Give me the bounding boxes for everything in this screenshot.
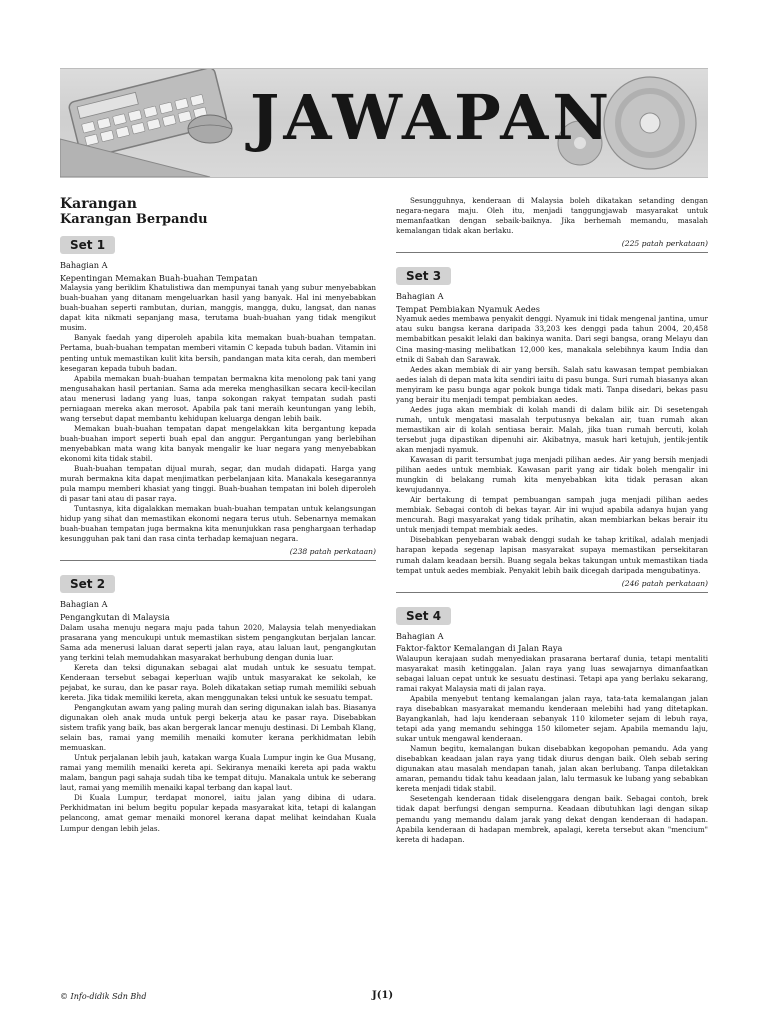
set-1-paragraph-4: Memakan buah-buahan tempatan dapat mengelakkan kita bergantung kepada buah-buahan import seperti buah epal dan anggur. Pergantungan yang berlebihan menyebabkan mata wang kita banyak mengalir ke luar negara yang menyebabkan ekonomi kita tidak stabil. — [60, 423, 376, 463]
copyright-footer: © Info-didik Sdn Bhd — [60, 992, 147, 1001]
set-3-tab: Set 3 — [396, 267, 451, 285]
set-2-paragraph-6: Sesungguhnya, kenderaan di Malaysia boleh dikatakan setanding dengan negara-negara maju. Oleh itu, menjadi tanggungjawab masyarakat untuk memanfaatkan dengan sebaik-baiknya. Jika berhemah memandu, masalah kemalangan tidak akan berlaku. — [396, 196, 708, 236]
set-1-title: Kepentingan Memakan Buah-buahan Tempatan — [60, 272, 258, 283]
set-4-paragraph-3: Namun begitu, kemalangan bukan disebabkan kegopohan pemandu. Ada yang disebabkan keadaan jalan raya yang tidak diurus dengan baik. Oleh sebab sering digunakan atau masalah mendapan tanah, jalan akan berlubang. Tanpa diletakkan amaran, pemandu tidak tahu keadaan jalan, lalu termasuk ke lubang yang sebabkan kereta menjadi tidak stabil. — [396, 744, 708, 794]
page-number: J(1) — [372, 990, 394, 1001]
set-1-paragraph-2: Banyak faedah yang diperoleh apabila kita memakan buah-buahan tempatan. Pertama, buah-buahan tempatan memberi vitamin C kepada tubuh badan. Vitamin ini penting untuk memastikan kulit kita bersih, pandangan mata kita cerah, dan memberi kesegaran kepada tubuh badan. — [60, 333, 376, 373]
set-3-paragraph-4: Kawasan di parit tersumbat juga menjadi pilihan aedes. Air yang bersih menjadi pilihan aedes untuk membiak. Kawasan parit yang air tidak boleh mengalir ini mungkin di belakang rumah kita menyebabkan kita tidak perasan akan kewujudannya. — [396, 455, 708, 495]
calculator-icon — [68, 69, 228, 159]
set-4-section: Bahagian A — [396, 630, 444, 641]
set-4-title: Faktor-faktor Kemalangan di Jalan Raya — [396, 643, 563, 654]
set-3-section: Bahagian A — [396, 291, 444, 302]
set-1-paragraph-1: Malaysia yang beriklim Khatulistiwa dan mempunyai tanah yang subur menyebabkan buah-buahan yang ditanam mengeluarkan hasil yang banyak. Hal ini menyebabkan buah-buahan seperti rambutan, durian, manggis, mangga, duku, langsat, dan nanas dapat kita nikmati sepanjang masa, terutama buah-buahan yang tidak mengikut musim. — [60, 283, 376, 333]
set-3-word-count: (246 patah perkataan) — [621, 578, 708, 588]
heading-karangan: Karangan — [60, 196, 137, 212]
set-2-paragraph-3: Pengangkutan awam yang paling murah dan sering digunakan ialah bas. Biasanya digunakan oleh anak muda untuk pergi bekerja atau ke pasar raya. Disebabkan sistem trafik yang baik, bas akan bergerak lancar menuju destinasi. Di Lembah Klang, selain bas, ramai yang memilih menaiki komuter kerana perkhidmatan lebih memuaskan. — [60, 702, 376, 753]
set-3-paragraph-5: Air bertakung di tempat pembuangan sampah juga menjadi pilihan aedes membiak. Sebagai contoh di bekas tayar. Air ini wujud apabila adanya hujan yang mencurah. Bagi masyarakat yang tidak prihatin, akan membiarkan bekas berair itu untuk menjadi tempat membiak aedes. — [396, 495, 708, 535]
set-3-paragraph-3: Aedes juga akan membiak di kolah mandi di dalam bilik air. Di sesetengah rumah, untuk mengatasi masalah terputusnya bekalan air, tuan rumah akan memastikan air di kolah sentiasa berair. Malah, jika tuan rumah bercuti, kolah tersebut juga dipastikan dipenuhi air. Akibatnya, masuk hari ketujuh, jentik-jentik akan menjadi nyamuk. — [396, 404, 708, 454]
set-3-paragraph-6: Disebabkan penyebaran wabak denggi sudah ke tahap kritikal, adalah menjadi harapan kepada segenap lapisan masyarakat supaya memastikan persekitaran rumah dalam keadaan bersih. Buang segala bekas takungan untuk memastikan tiada tempat untuk aedes membiak. Penyakit lebih baik dicegah daripada mengubatinya. — [396, 535, 708, 575]
set-3-title: Tempat Pembiakan Nyamuk Aedes — [396, 303, 540, 314]
set-1-word-count: (238 patah perkataan) — [289, 547, 376, 557]
set-1-divider — [60, 560, 376, 561]
set-4-paragraph-4: Sesetengah kenderaan tidak diselenggara dengan baik. Sebagai contoh, brek tidak dapat berfungsi dengan sempurna. Keadaan dibutuhkan lagi dengan sikap pemandu yang memandu dalam jarak yang dekat dengan kenderaan di hadapan. Apabila kenderaan di hadapan membrek, apalagi, kereta tersebut akan "mencium" kereta di hadapan. — [396, 794, 708, 844]
set-1-paragraph-5: Buah-buahan tempatan dijual murah, segar, dan mudah didapati. Harga yang murah bermakna kita dapat menjimatkan perbelanjaan kita. Manakala kesegarannya pula mampu memberi khasiat yang tinggi. Buah-buahan tempatan ini boleh diperoleh di pasar tani atau di pasar raya. — [60, 464, 376, 504]
set-2-tab: Set 2 — [60, 575, 115, 593]
set-2-divider — [396, 252, 708, 253]
set-1-tab: Set 1 — [60, 236, 115, 254]
set-2-paragraph-2: Kereta dan teksi digunakan sebagai alat mudah untuk ke sesuatu tempat. Kenderaan tersebut sebagai keperluan wajib untuk masyarakat ke sekolah, ke pejabat, ke surau, dan ke pasar raya. Boleh dikatakan setiap rumah memiliki sebuah kereta. Jika tidak memiliki kereta, akan menggunakan teksi untuk ke sesuatu tempat. — [60, 662, 376, 702]
set-2-section: Bahagian A — [60, 599, 108, 610]
set-1-paragraph-3: Apabila memakan buah-buahan tempatan bermakna kita menolong pak tani yang mengusahakan hasil pertanian. Sama ada mereka menghasilkan secara kecil-kecilan atau menerusi ladang yang luas, tanpa sokongan rakyat tempatan sudah pasti perniagaan mereka akan merosot. Apabila pak tani meraih keuntungan yang lebih, wang tersebut dapat membantu kehidupan keluarga dengan lebih baik. — [60, 373, 376, 423]
banner — [60, 68, 708, 178]
set-4-paragraph-1: Walaupun kerajaan sudah menyediakan prasarana bertaraf dunia, tetapi mentaliti masyarakat masih ketinggalan. Jalan raya yang luas sewajarnya dimanfaatkan sebagai laluan cepat untuk ke sesuatu destinasi. Tetapi apa yang berlaku sekarang, ramai rakyat Malaysia mati di jalan raya. — [396, 653, 708, 693]
set-3-paragraph-1: Nyamuk aedes membawa penyakit denggi. Nyamuk ini tidak mengenal jantina, umur atau suku bangsa kerana daripada 33,203 kes denggi pada tahun 2004, 20,458 membabitkan pesakit lelaki dan bakinya wanita. Dari segi bangsa, orang Melayu dan Cina masing-masing melibatkan 12,000 kes, manakala selebihnya kaum India dan etnik di Sabah dan Sarawak. — [396, 314, 708, 364]
heading-karangan-berpandu: Karangan Berpandu — [60, 212, 208, 227]
set-4-tab: Set 4 — [396, 607, 451, 625]
mouse-icon — [188, 115, 232, 143]
set-1-paragraph-6: Tuntasnya, kita digalakkan memakan buah-buahan tempatan untuk kelangsungan hidup yang sihat dan memastikan ekonomi negara terus utuh. Sebenarnya memakan buah-buahan tempatan juga bermakna kita menunjukkan rasa penghargaan terhadap kesungguhan pak tani dan rasa cinta terhadap kemajuan negara. — [60, 504, 376, 544]
set-2-word-count: (225 patah perkataan) — [621, 239, 708, 249]
set-3-divider — [396, 592, 708, 593]
right-column — [396, 196, 708, 845]
set-1-section: Bahagian A — [60, 260, 108, 270]
banner-title: JAWAPAN — [250, 81, 614, 154]
set-2-title: Pengangkutan di Malaysia — [60, 612, 170, 622]
set-2-paragraph-1: Dalam usaha menuju negara maju pada tahun 2020, Malaysia telah menyediakan prasarana yang mencukupi untuk memastikan sistem pengangkutan berjalan lancar. Sama ada menerusi laluan darat seperti jalan raya, atau laluan laut, pengangkutan yang terkini telah memudahkan masyarakat berhubung dengan dunia luar. — [60, 622, 376, 662]
set-3-paragraph-2: Aedes akan membiak di air yang bersih. Salah satu kawasan tempat pembiakan aedes ialah di depan mata kita sendiri iaitu di pasu bunga. Suri rumah biasanya akan menyiram ke pasu bunga agar pokok bunga tidak mati. Tanpa disedari, bekas pasu yang berair itu menjadi tempat pembiakan aedes. — [396, 364, 708, 404]
set-4-paragraph-2: Apabila menyebut tentang kemalangan jalan raya, tata-tata kemalangan jalan raya disebabkan masyarakat memandu kenderaan melebihi had yang ditetapkan. Bayangkanlah, had laju kenderaan sebanyak 110 kilometer sejam di lebuh raya, tetapi ada yang memandu sehingga 150 kilometer sejam. Apabila memandu laju, sukar untuk mengawal kenderaan. — [396, 693, 708, 744]
set-2-paragraph-4: Untuk perjalanan lebih jauh, katakan warga Kuala Lumpur ingin ke Gua Musang, ramai yang memilih menaiki kereta api. Sekiranya menaiki kereta api pada waktu malam, bangun pagi sahaja sudah tiba ke tempat dituju. Manakala untuk ke seberang laut, ramai yang memilih menaiki kapal terbang dan kapal laut. — [60, 753, 376, 793]
set-2-paragraph-5: Di Kuala Lumpur, terdapat monorel, iaitu jalan yang dibina di udara. Perkhidmatan ini belum begitu popular kepada masyarakat kita, tetapi di kalangan pelancong, amat gemar menaiki monorel kerana dapat melihat keindahan Kuala Lumpur dengan lebih jelas. — [60, 793, 376, 833]
left-column — [60, 196, 376, 834]
